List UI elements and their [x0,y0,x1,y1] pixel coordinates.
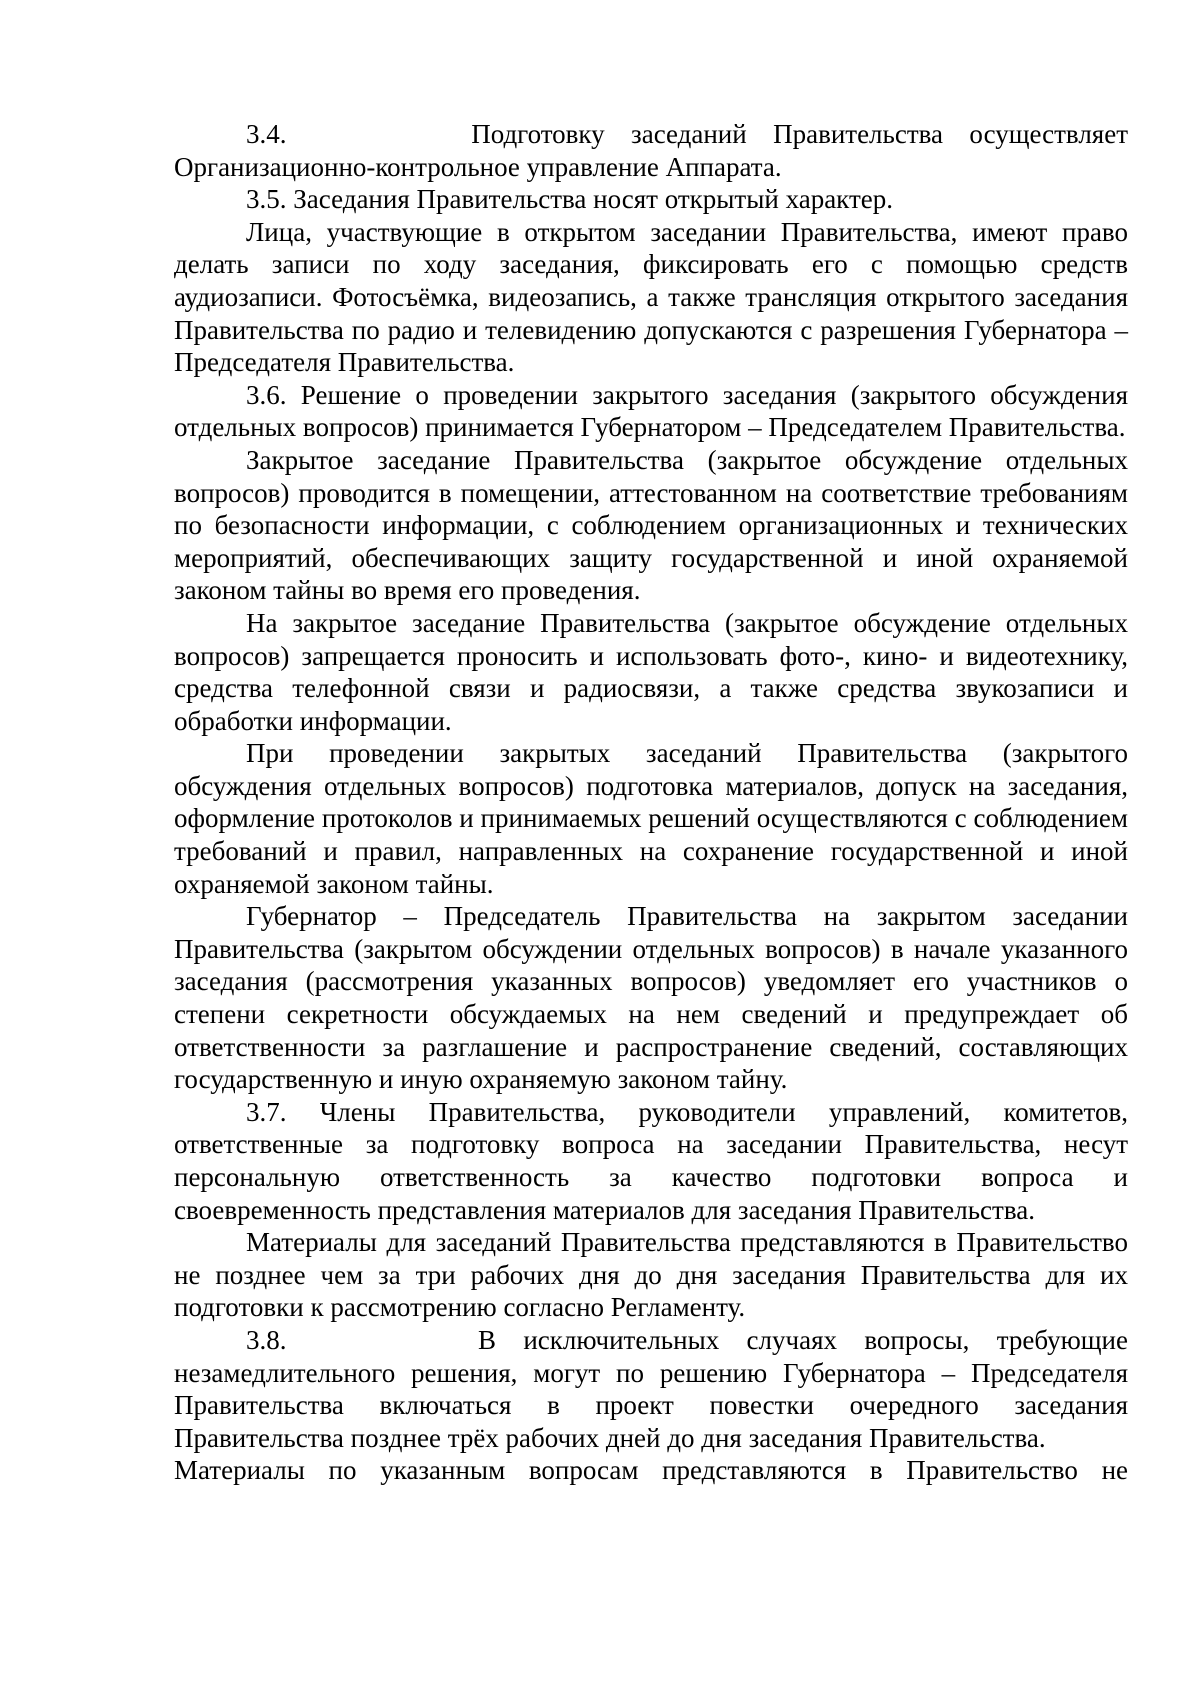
paragraph-3-6: 3.6. Решение о проведении закрытого заседания (закрытого обсуждения отдельных вопросов) принимается Губернатором – Председателем Правительства. [174,379,1128,443]
paragraph-3-8: 3.8. В исключительных случаях вопросы, требующие незамедлительного решения, могут по решению Губернатора – Председателя Правительства включаться в проект повестки очередного заседания Правительства позднее трёх рабочих дней до дня заседания Правительства. [174,1324,1128,1453]
document-page [174,118,1128,1487]
paragraph-urgent-materials: Материалы по указанным вопросам представляются в Правительство не [174,1455,1128,1486]
paragraph-materials-deadline: Материалы для заседаний Правительства представляются в Правительство не позднее чем за три рабочих дня до дня заседания Правительства для их подготовки к рассмотрению согласно Регламенту. [174,1227,1128,1323]
paragraph-3-4: 3.4. Подготовку заседаний Правительства осуществляет Организационно-контрольное управление Аппарата. [174,119,1128,182]
paragraph-closed-session-materials: При проведении закрытых заседаний Правительства (закрытого обсуждения отдельных вопросов) подготовка материалов, допуск на заседания, оформление протоколов и принимаемых решений осуществляются с соблюдением требований и правил, направленных на сохранение государственной и иной охраняемой законом тайны. [174,738,1128,899]
paragraph-3-5: 3.5. Заседания Правительства носят открытый характер. [246,184,893,215]
paragraph-closed-session-premises: Закрытое заседание Правительства (закрытое обсуждение отдельных вопросов) проводится в помещении, аттестованном на соответствие требованиям по безопасности информации, с соблюдением организационных и технических мероприятий, обеспечивающих защиту государственной и иной охраняемой законом тайны во время его проведения. [174,444,1128,606]
paragraph-governor-notification: Губернатор – Председатель Правительства на закрытом заседании Правительства (закрытом обсуждении отдельных вопросов) в начале указанного заседания (рассмотрения указанных вопросов) уведомляет его участников о степени секретности обсуждаемых на нем сведений и предупреждает об ответственности за разглашение и распространение сведений, составляющих государственную и иную охраняемую законом тайну. [174,901,1128,1095]
paragraph-3-7: 3.7. Члены Правительства, руководители управлений, комитетов, ответственные за подготовку вопроса на заседании Правительства, несут персональную ответственность за качество подготовки вопроса и своевременность представления материалов для заседания Правительства. [174,1096,1128,1225]
paragraph-closed-session-devices: На закрытое заседание Правительства (закрытое обсуждение отдельных вопросов) запрещается проносить и использовать фото-, кино- и видеотехнику, средства телефонной связи и радиосвязи, а также средства звукозаписи и обработки информации. [174,607,1128,736]
paragraph-open-session-recording: Лица, участвующие в открытом заседании Правительства, имеют право делать записи по ходу заседания, фиксировать его с помощью средств аудиозаписи. Фотосъёмка, видеозапись, а также трансляция открытого заседания Правительства по радио и телевидению допускаются с разрешения Губернатора – Председателя Правительства. [174,216,1128,378]
